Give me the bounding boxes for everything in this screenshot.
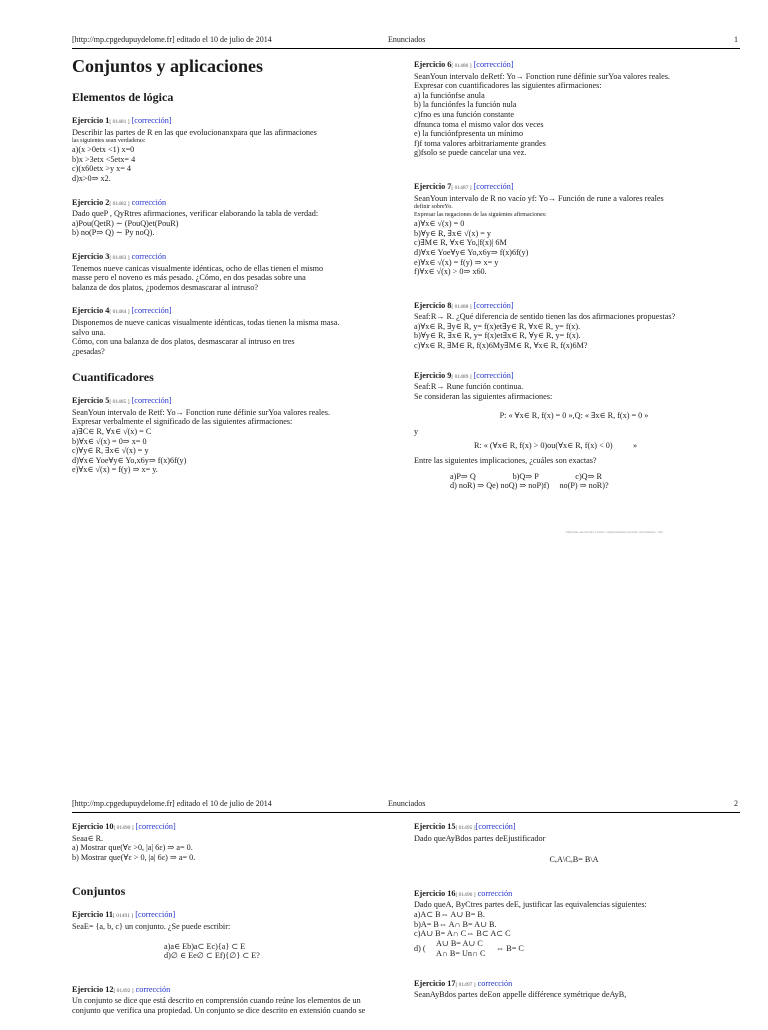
exercise-id: [ 01491 ] [113,913,134,920]
exercise-line: salvo una. [72,327,106,337]
exercise-title: Ejercicio 7 [414,181,452,191]
exercise-title: Ejercicio 16 [414,888,456,898]
section-heading: Elementos de lógica [72,90,174,104]
exercise-line: Se consideran las siguientes afirmaciones: [414,391,553,401]
exercise-line: a)∀x∈ R, ∃y∈ R, y= f(x)et∃y∈ R, ∀x∈ R, y= f(x). [414,321,581,331]
exercise-id: [ 01495 ] [455,825,476,831]
exercise-line: d)∀x∈ Yoe∀y∈ Yo,x6y⇒ f(x)6f(y) [414,247,529,257]
correction-link[interactable]: [corrección] [473,181,514,191]
exercise-2 [72,198,392,238]
exercise-line: Un conjunto se dice que está descrito en comprensión cuando reúne los elementos de un [72,996,361,1006]
footnote: Difusión autorizada a título completamente gratuito únicamente - dD [566,530,663,534]
exercise-title: Ejercicio 3 [72,251,110,261]
exercise-9 [414,371,734,491]
exercise-id: [ 01489 ] [451,373,472,380]
formula: P: « ∀x∈ R, f(x) = 0 »,Q: « ∃x∈ R, f(x) = 0 » [499,411,649,421]
exercise-3 [72,252,392,292]
formula: R: « (∀x∈ R, f(x) > 0)ou(∀x∈ R, f(x) < 0) » [474,440,638,450]
exercise-line: SeanAyBdos partes deEon appelle différence symétrique deAyB, [414,990,627,1000]
exercise-id: [ 01497 ] [455,981,476,988]
exercise-line: a)A⊂ B⇔ A∪ B= B. [414,909,485,919]
exercise-line: Expresar con cuantificadores las siguientes afirmaciones: [414,81,602,91]
exercise-line: Seaf:R→ R. ¿Qué diferencia de sentido tienen las dos afirmaciones propuestas? [414,312,676,322]
correction-link[interactable]: [corrección] [135,822,176,831]
exercise-6 [414,60,734,158]
left-column [72,56,392,489]
right-column [414,822,734,1014]
exercise-line: Expresar las negaciones de las siguientes afirmaciones: [414,212,547,219]
correction-link[interactable]: corrección [477,888,513,898]
exercise-id: [ 01485 ] [109,399,130,406]
exercise-line: g)fsolo se puede cancelar una vez. [414,148,527,158]
exercise-title: Ejercicio 17 [414,978,456,988]
exercise-title: Ejercicio 4 [72,306,110,316]
system-equation [414,939,734,959]
exercise-line: c)(x60etx >y x= 4 [72,164,132,174]
exercise-line: c)∀y∈ R, ∃x∈ √(x) = y [72,446,149,456]
exercise-line: b)∀x∈ √(x) = 0⇒ x= 0 [72,436,147,446]
exercise-line: b) la funciónfes la función nula [414,100,517,110]
formula-prefix: d) ( [414,943,426,953]
exercise-line: Entre las siguientes implicaciones, ¿cuáles son exactas? [414,456,597,466]
exercise-title: Ejercicio 12 [72,984,114,994]
exercise-16 [414,889,734,959]
exercise-line: balanza de dos platos, ¿podemos desmascarar al intruso? [72,282,258,292]
correction-link[interactable]: [corrección] [131,306,172,316]
exercise-line: d)x>0⇒ x2. [72,173,111,183]
formula-line: A∩ B= Un∩ C [436,948,486,958]
exercise-title: Ejercicio 11 [72,910,114,920]
exercise-id: [ 01483 ] [109,254,130,261]
formula: a)a∈ Eb)a⊂ Ec){a} ⊂ E [164,941,246,951]
exercise-title: Ejercicio 15 [414,822,456,831]
exercise-line: c)fno es una función constante [414,109,515,119]
correction-link[interactable]: [corrección] [473,300,514,310]
exercise-line: SeaE= {a, b, c} un conjunto. ¿Se puede escribir: [72,921,231,931]
exercise-id: [ 01487 ] [451,184,472,191]
exercise-line: e)∀x∈ √(x) = f(y) ⇒ x= y [414,257,499,267]
exercise-line: d)∀x∈ Yoe∀y∈ Yo,x6y⇒ f(x)6f(y) [72,455,187,465]
header-source: [http://mp.cpgedupuydelome.fr] editado el 10 de julio de 2014 [72,799,272,808]
exercise-title: Ejercicio 9 [414,370,452,380]
correction-link[interactable]: [corrección] [473,60,514,69]
exercise-line: e)∀x∈ √(x) = f(y) ⇒ x= y. [72,465,158,475]
exercise-line: dfnunca toma el mismo valor dos veces [414,119,544,129]
exercise-line: f)f toma valores arbitrariamente grandes [414,138,546,148]
exercise-line: Dado queP , QyRtres afirmaciones, verificar elaborando la tabla de verdad: [72,209,319,219]
correction-link[interactable]: [corrección] [135,910,176,920]
exercise-line: e) la funciónfpresenta un mínimo [414,129,524,139]
exercise-7 [414,182,734,277]
exercise-line: Dado queAyBdos partes deEjustificador [414,833,546,843]
exercise-line: b)∀y∈ R, ∃x∈ √(x) = y [414,228,492,238]
correction-link[interactable]: [corrección] [131,396,172,406]
exercise-12 [72,985,392,1016]
exercise-line: Expresar verbalmente el significado de las siguientes afirmaciones: [72,417,293,427]
exercise-11 [72,910,392,960]
header-section: Enunciados [388,799,426,808]
exercise-line: Seaa∈ R. [72,833,104,843]
formula-suffix: ⇔ B= C [496,943,524,953]
exercise-line: Disponemos de nueve canicas visualmente idénticas, todas tienen la misma masa. [72,317,340,327]
exercise-line: a) la funciónfse anula [414,90,485,100]
correction-link[interactable]: corrección [477,978,513,988]
correction-link[interactable]: [corrección] [475,822,516,831]
right-column [414,60,734,505]
exercise-line: a) Mostrar que(∀ε >0, |a| 6ε) ⇒ a= 0. [72,843,193,853]
exercise-line: a)Pou(QetR) ∼ (PouQ)et(PouR) [72,218,179,228]
exercise-line: b) no(P⇒ Q) ∼ Py noQ). [72,228,155,238]
section-heading: Cuantificadores [72,370,154,385]
header-section: Enunciados [388,35,426,44]
exercise-line: c)A∪ B= A∩ C⇔ B⊂ A⊂ C [414,929,511,939]
exercise-line: b)∀y∈ R, ∃x∈ R, y= f(x)et∃x∈ R, ∀y∈ R, y= f(x). [414,331,581,341]
exercise-line: Tenemos nueve canicas visualmente idénticas, ocho de ellas tienen el mismo [72,263,324,273]
exercise-line: f)∀x∈ √(x) > 0⇒ x60. [414,267,487,277]
exercise-title: Ejercicio 6 [414,60,452,69]
correction-link[interactable]: corrección [131,251,167,261]
exercise-line: Cómo, con una balanza de dos platos, desmascarar al intruso en tres [72,337,295,347]
correction-link[interactable]: [corrección] [473,370,514,380]
exercise-line: conjunto que verifica una propiedad. Un conjunto se dice descrito en extensión cuando se [72,1005,366,1015]
exercise-line: Dado queA, ByCtres partes deE, justificar las equivalencias siguientes: [414,900,647,910]
exercise-id: [ 01490 ] [113,825,134,831]
exercise-id: [ 01482 ] [109,200,130,207]
exercise-4 [72,306,392,356]
formula: CₑA\CₑB= B\A [549,855,599,865]
exercise-10 [72,822,392,862]
exercise-line: b) Mostrar que(∀ε > 0, |a| 6ε) ⇒ a= 0. [72,852,196,862]
document-title: Conjuntos y aplicaciones [72,56,264,76]
exercise-line: b)x >3etx <5etx= 4 [72,154,136,164]
exercise-id: [ 01486 ] [451,63,472,69]
header-source: [http://mp.cpgedupuydelome.fr] editado el 10 de julio de 2014 [72,35,272,44]
left-column [72,822,392,1030]
exercise-line: a)(x >0etx <1) x=0 [72,145,135,155]
exercise-line: Seaf:R→ Rune función continua. [414,382,524,392]
formula-line: A∪ B= A∪ C [436,938,483,948]
exercise-id: [ 01488 ] [451,303,472,310]
exercise-line: b)A= B⇔ A∩ B= A∪ B. [414,919,497,929]
exercise-15 [414,822,734,865]
exercise-1 [72,116,392,184]
page-header [72,798,740,813]
exercise-id: [ 01481 ] [109,119,130,125]
exercise-line: a)∃C∈ R, ∀x∈ √(x) = C [72,427,152,437]
exercise-id: [ 01492 ] [113,987,134,994]
exercise-line: masse pero el noveno es más pesado. ¿Cómo, en dos pesadas sobre una [72,273,306,283]
exercise-5 [72,396,392,475]
correction-link[interactable]: [corrección] [131,116,172,125]
page-number: 1 [734,35,738,44]
exercise-line: y [414,427,419,437]
correction-link[interactable]: corrección [135,984,171,994]
exercise-title: Ejercicio 5 [72,396,110,406]
exercise-title: Ejercicio 2 [72,197,110,207]
exercise-title: Ejercicio 1 [72,116,110,125]
exercise-line: las siguientes sean verdaderas: [72,138,146,145]
exercise-id: [ 01496 ] [455,891,476,898]
page-header [72,34,740,49]
exercise-line: c)∃M∈ R, ∀x∈ Yo,|f(x)| 6M [414,238,507,248]
exercise-options: d) noR) ⇒ Qe) noQ) ⇒ noP)f) no(P) ⇒ noR)? [450,481,609,491]
exercise-line: SeanYoun intervalo de Retf: Yo→ Fonction rune définie surYoa valores reales. [72,407,331,417]
page-number: 2 [734,799,738,808]
exercise-line: SeanYoun intervalo de R no vacío yf: Yo→ Función de rune a valores reales [414,193,664,203]
exercise-title: Ejercicio 10 [72,822,114,831]
exercise-line: a)∀x∈ √(x) = 0 [414,219,465,229]
exercise-17 [414,979,734,1000]
exercise-line: ¿pesadas? [72,346,105,356]
exercise-line: SeanYoun intervalo deRetf: Yo→ Fonction rune définie surYoa valores reales. [414,71,670,81]
correction-link[interactable]: corrección [131,197,167,207]
exercise-id: [ 01484 ] [109,309,130,316]
exercise-options: a)P⇒ Q b)Q⇒ P c)Q⇒ R [450,471,602,481]
page-2 [0,790,768,1024]
exercise-8 [414,301,734,351]
exercise-line: definir sobreYo. [414,204,453,211]
section-heading: Conjuntos [72,884,126,899]
exercise-line: Describir las partes de R en las que evolucionanxpara que las afirmaciones [72,127,317,137]
formula: d)∅ ∈ Ee∅ ⊂ Ef){∅} ⊂ E? [164,951,260,961]
exercise-title: Ejercicio 8 [414,300,452,310]
exercise-line: c)∀x∈ R, ∃M∈ R, f(x)6Mу∃M∈ R, ∀x∈ R, f(x)6M? [414,341,588,351]
